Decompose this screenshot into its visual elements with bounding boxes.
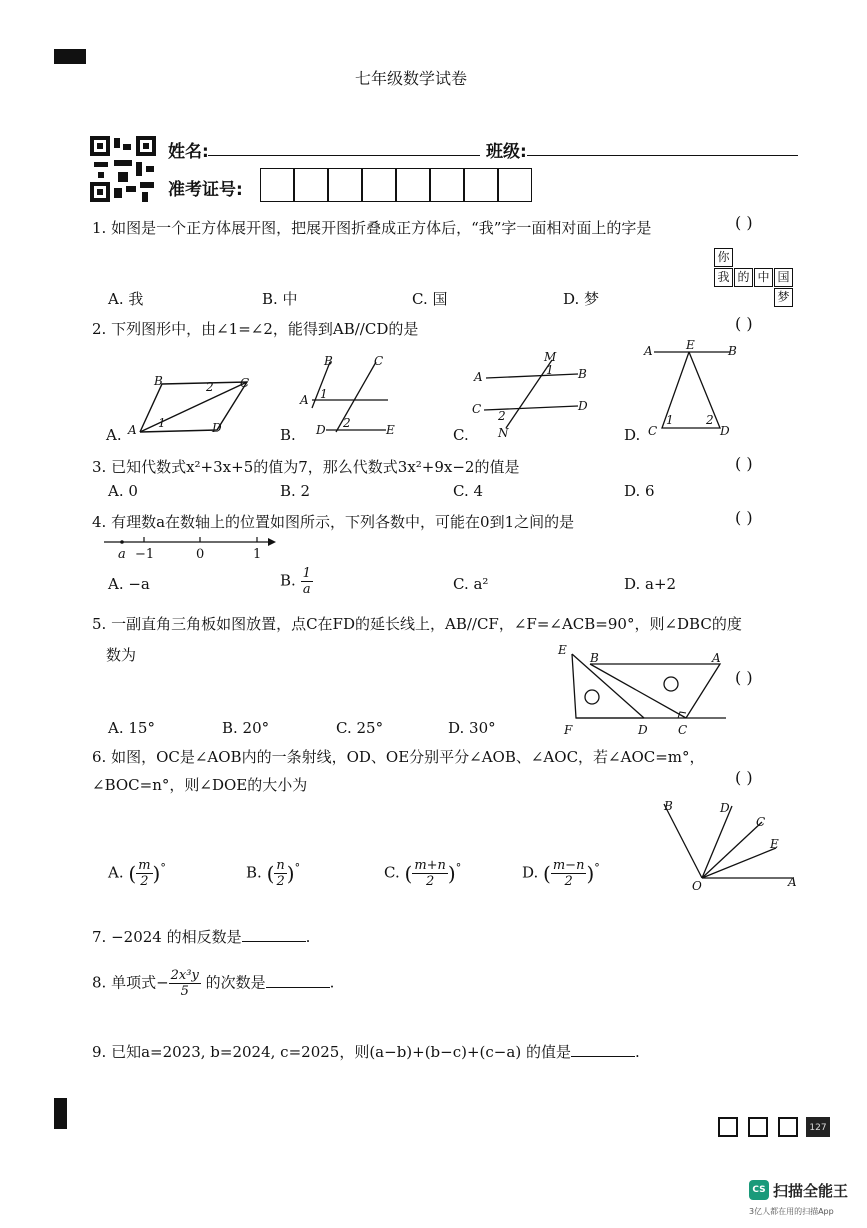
q2-figure-a — [122, 372, 257, 438]
q3-option-c[interactable]: C. 4 — [453, 482, 484, 500]
class-field[interactable] — [527, 155, 798, 156]
cube-face: 国 — [774, 268, 793, 287]
fraction-numerator: 2x³y — [170, 968, 199, 983]
fraction-numerator: n — [276, 858, 285, 873]
fig-b-label-d: D — [316, 423, 326, 437]
q5-option-c[interactable]: C. 25° — [336, 719, 384, 737]
q3-option-d[interactable]: D. 6 — [624, 482, 655, 500]
exam-id-box[interactable] — [396, 168, 430, 202]
fraction-denominator: 2 — [564, 874, 573, 889]
fig-a-label-c: C — [240, 376, 250, 390]
q6-text: 6. 如图，OC是∠AOB内的一条射线，OD、OE分别平分∠AOB、∠AOC，若∠AOC=m°， — [92, 748, 705, 766]
q6-option-fraction — [136, 858, 152, 889]
q9 — [92, 1041, 640, 1062]
fig-a-label-d: D — [212, 421, 222, 435]
fraction-numerator: m−n — [552, 858, 585, 873]
cube-face: 你 — [714, 248, 733, 267]
q8-fraction — [169, 968, 201, 999]
q5-figure — [556, 642, 732, 738]
q6-label-e: E — [770, 837, 779, 851]
q4-option-b[interactable] — [280, 566, 313, 597]
fraction-denominator: 5 — [180, 984, 189, 999]
fig-b-label-b: B — [324, 354, 333, 368]
q6-option-b[interactable]: B. ( $\frac{n}{2}$ )° — [246, 858, 301, 889]
q2-option-a[interactable]: A. — [106, 426, 122, 444]
corner-mark-bottom — [54, 1098, 67, 1129]
q2-figure-b — [298, 352, 398, 440]
cube-face: 的 — [734, 268, 753, 287]
q7-tail: . — [305, 928, 311, 946]
fig-b-label-e: E — [386, 423, 395, 437]
fig-c-label-a: A — [474, 370, 483, 384]
q5-label-e: E — [558, 643, 567, 657]
fig-b-label-2: 2 — [343, 416, 351, 430]
q2-figure-d — [640, 340, 750, 436]
fig-d-label-a: A — [644, 344, 653, 358]
fig-d-label-c: C — [648, 424, 658, 436]
fraction-numerator: m+n — [414, 858, 446, 873]
exam-id-box[interactable] — [498, 168, 532, 202]
cube-net-figure — [714, 248, 800, 308]
axis-label-0: 0 — [196, 547, 205, 562]
exam-id-box[interactable] — [328, 168, 362, 202]
fig-d-label-d: D — [720, 424, 730, 436]
q6-text-line2: ∠BOC=n°，则∠DOE的大小为 — [92, 776, 308, 794]
page-box — [718, 1117, 738, 1137]
fig-c-label-1: 1 — [546, 363, 554, 377]
page-box — [748, 1117, 768, 1137]
q3-answer-paren[interactable]: ( ) — [735, 454, 753, 473]
page-title: 七年级数学试卷 — [355, 69, 468, 88]
fraction-numerator: m — [138, 858, 151, 873]
q5-option-a[interactable]: A. 15° — [108, 719, 155, 737]
q7-answer-blank[interactable] — [242, 927, 306, 942]
q1-answer-paren[interactable]: ( ) — [735, 213, 753, 232]
q6-label-b: B — [664, 799, 673, 813]
app-subtitle: 3亿人都在用的扫描App — [749, 1207, 834, 1216]
q1-option-b[interactable]: B. 中 — [262, 290, 298, 308]
qr-code — [90, 136, 156, 202]
fig-c-label-2: 2 — [498, 409, 506, 423]
q5-text-line2: 数为 — [106, 646, 137, 664]
fig-c-label-n: N — [498, 426, 509, 440]
q5-option-d[interactable]: D. 30° — [448, 719, 496, 737]
fraction-denominator: a — [302, 582, 311, 597]
q6-figure — [660, 796, 806, 892]
exam-id-box[interactable] — [362, 168, 396, 202]
q4-option-b-label: B. — [280, 571, 296, 590]
cube-face: 我 — [714, 268, 733, 287]
q2-option-c[interactable]: C. — [453, 426, 469, 444]
fig-b-label-c: C — [374, 354, 384, 368]
fig-c-label-b: B — [578, 367, 587, 381]
q2-option-b[interactable]: B. — [280, 426, 296, 444]
q5-label-b: B — [590, 651, 599, 665]
q2-figure-c — [470, 348, 598, 440]
name-label: 姓名: — [168, 142, 209, 162]
fraction-denominator: 2 — [140, 874, 149, 889]
q8-answer-blank[interactable] — [266, 973, 330, 988]
axis-label-minus1: −1 — [135, 547, 155, 562]
app-logo — [749, 1180, 769, 1200]
q6-option-label: D. — [522, 863, 539, 882]
q6-label-d: D — [720, 801, 730, 815]
q7 — [92, 926, 310, 947]
fraction-numerator: 1 — [302, 566, 311, 581]
class-label: 班级: — [486, 142, 527, 162]
q5-label-a: A — [712, 651, 721, 665]
fig-c-label-d: D — [578, 399, 588, 413]
q4-text: 4. 有理数a在数轴上的位置如图所示，下列各数中，可能在0到1之间的是 — [92, 513, 575, 531]
fig-a-label-1: 1 — [158, 416, 166, 430]
exam-id-label: 准考证号: — [168, 180, 243, 200]
q6-option-c[interactable]: C. ( $\frac{m+n}{2}$ )° — [384, 858, 462, 889]
exam-id-box[interactable] — [260, 168, 294, 202]
q6-label-a: A — [788, 875, 797, 889]
app-logo-text: CS — [752, 1185, 766, 1195]
q4-option-b-fraction — [301, 566, 313, 597]
fraction-denominator: 2 — [276, 874, 285, 889]
q8-post: 的次数是 — [205, 973, 266, 992]
exam-id-box[interactable] — [294, 168, 328, 202]
fig-d-label-e: E — [686, 340, 695, 352]
fig-c-label-c: C — [472, 402, 482, 416]
q1-option-c[interactable]: C. 国 — [412, 290, 448, 308]
exam-id-box[interactable] — [430, 168, 464, 202]
q7-text: 7. −2024 的相反数是 — [92, 928, 242, 946]
corner-mark-top — [54, 49, 86, 64]
q9-answer-blank[interactable] — [571, 1042, 635, 1057]
q5-label-f: F — [564, 723, 573, 737]
page-box — [778, 1117, 798, 1137]
q5-label-c: C — [678, 723, 688, 737]
q6-answer-paren[interactable]: ( ) — [735, 768, 753, 787]
cube-face: 梦 — [774, 288, 793, 307]
q4-option-a[interactable]: A. −a — [108, 575, 150, 593]
axis-label-1: 1 — [253, 547, 262, 562]
fig-d-label-2: 2 — [706, 413, 714, 427]
q6-option-label: A. — [108, 863, 124, 882]
fig-d-label-b: B — [728, 344, 737, 358]
fig-a-label-a: A — [128, 423, 137, 437]
axis-label-a: a — [118, 547, 126, 562]
fraction-denominator: 2 — [425, 874, 435, 889]
q6-option-label: B. — [246, 863, 262, 882]
q9-text: 9. 已知a=2023, b=2024, c=2025，则(a−b)+(b−c)+(c−a) 的值是 — [92, 1043, 571, 1061]
q4-option-c[interactable]: C. a² — [453, 575, 489, 593]
q2-option-d[interactable]: D. — [624, 426, 641, 444]
q4-option-d[interactable]: D. a+2 — [624, 575, 677, 593]
fig-a-label-2: 2 — [206, 380, 214, 394]
q2-text: 2. 下列图形中，由∠1=∠2，能得到AB//CD的是 — [92, 320, 419, 338]
exam-id-box[interactable] — [464, 168, 498, 202]
page-number-badge — [806, 1117, 830, 1137]
q6-option-label: C. — [384, 863, 400, 882]
page-number: 127 — [809, 1123, 827, 1133]
name-field[interactable] — [208, 155, 480, 156]
q4-answer-paren[interactable]: ( ) — [735, 508, 753, 527]
q8-tail: . — [329, 973, 335, 992]
q1-option-a[interactable]: A. 我 — [108, 290, 144, 308]
fig-d-label-1: 1 — [666, 413, 674, 427]
q6-option-fraction — [551, 858, 587, 889]
q3-text: 3. 已知代数式x²+3x+5的值为7，那么代数式3x²+9x−2的值是 — [92, 458, 520, 476]
q6-option-fraction — [412, 858, 448, 889]
q5-label-d: D — [638, 723, 648, 737]
q8 — [92, 968, 334, 999]
q6-label-c: C — [756, 815, 766, 829]
q3-option-b[interactable]: B. 2 — [280, 482, 311, 500]
q5-answer-paren[interactable]: ( ) — [735, 668, 753, 687]
q3-option-a[interactable]: A. 0 — [108, 482, 138, 500]
q6-label-o: O — [692, 879, 702, 892]
app-name: 扫描全能王 — [773, 1182, 849, 1200]
q5-text: 5. 一副直角三角板如图放置，点C在FD的延长线上，AB//CF，∠F=∠ACB=90°，则∠DBC的度 — [92, 615, 742, 633]
fig-c-label-m: M — [544, 350, 557, 364]
q6-option-a[interactable]: A. ( $\frac{m}{2}$ )° — [108, 858, 166, 889]
q5-option-b[interactable]: B. 20° — [222, 719, 270, 737]
fig-b-label-a: A — [300, 393, 309, 407]
fig-b-label-1: 1 — [320, 387, 328, 401]
q4-number-line — [100, 534, 282, 562]
q1-text: 1. 如图是一个正方体展开图，把展开图折叠成正方体后，“我”字一面相对面上的字是 — [92, 219, 652, 237]
q6-option-fraction — [274, 858, 286, 889]
cube-face: 中 — [754, 268, 773, 287]
q8-pre: 8. 单项式− — [92, 973, 169, 992]
fig-a-label-b: B — [154, 374, 163, 388]
q6-option-d[interactable]: D. ( $\frac{m-n}{2}$ )° — [522, 858, 600, 889]
q2-answer-paren[interactable]: ( ) — [735, 314, 753, 333]
q1-option-d[interactable]: D. 梦 — [563, 290, 600, 308]
q9-tail: . — [634, 1043, 640, 1061]
